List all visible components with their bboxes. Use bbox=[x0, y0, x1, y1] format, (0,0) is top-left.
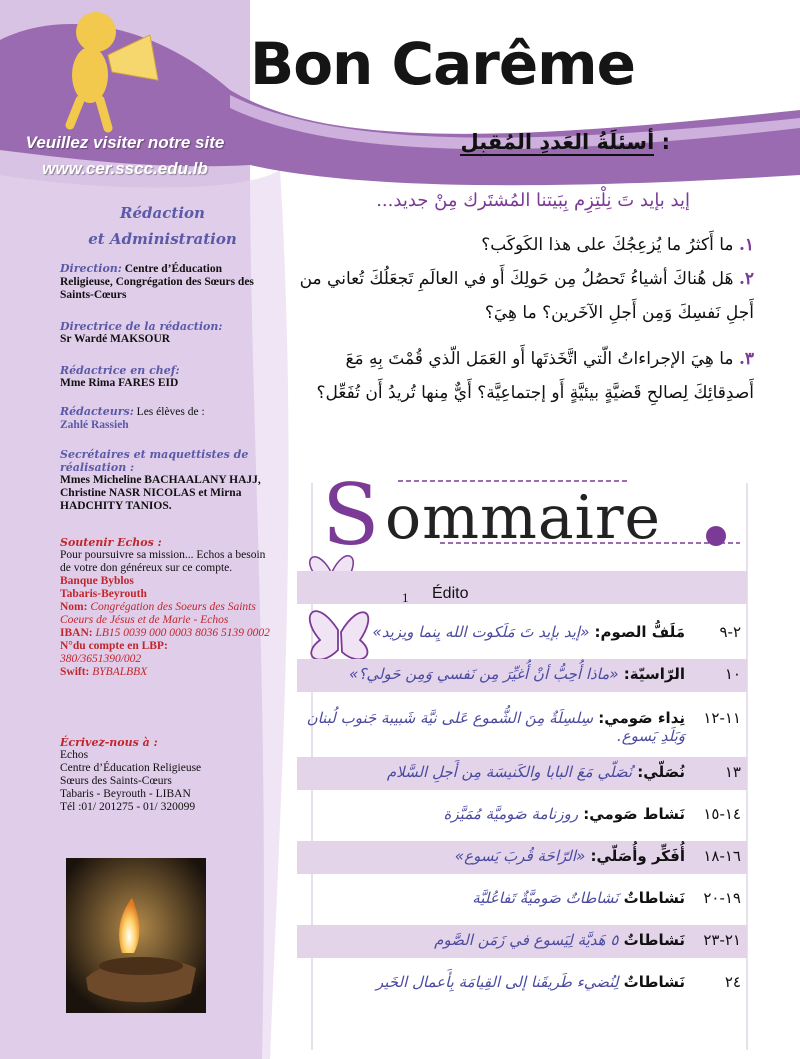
sommaire-section-subtitle: ٥ هَديَّة لِيَسوع في زَمَن الصَّوم bbox=[434, 931, 619, 949]
sommaire-row[interactable] bbox=[297, 967, 747, 1000]
sommaire-page-number: ١٩-٢٠ bbox=[703, 889, 741, 907]
direction-value: Centre d’Éducation Religieuse, Congrégation des Sœurs des Saints-Cœurs bbox=[60, 263, 254, 301]
writers-value: Les élèves de : bbox=[136, 406, 205, 418]
sommaire-section-subtitle: «ماذا أُحِبُّ أنْ أُغيِّرَ مِن نَفسي وَمِن حَولي؟» bbox=[349, 665, 619, 683]
sommaire-section-title: نِداء صَومي: bbox=[593, 709, 685, 727]
secretaries-block bbox=[60, 448, 270, 513]
visit-text: Veuillez visiter notre site bbox=[25, 133, 225, 152]
sommaire-row[interactable] bbox=[297, 757, 747, 790]
address-line: Tél :01/ 201275 - 01/ 320099 bbox=[60, 801, 196, 813]
sommaire-page-number: ٢٤ bbox=[724, 973, 741, 991]
sommaire-page-number: ٢-٩ bbox=[719, 623, 741, 641]
sommaire-section-title: نَشاطاتٌ bbox=[618, 889, 685, 907]
question-text: هَل هُناكَ أشياءُ تَحصُلُ مِن حَولِكَ أَو في العالَمِ تَجعَلُكَ تُعاني من أَجلِ نَفسِكَ وَمِن أَجلِ الآخَرين؟ ما هِيَ؟ bbox=[299, 269, 754, 323]
bank-line2: Tabaris-Beyrouth bbox=[60, 588, 147, 600]
sommaire-dot bbox=[706, 526, 726, 546]
sommaire-section-subtitle: نُصَلّي مَعَ البابا والكَنيسَة مِن أَجلِ السَّلام bbox=[386, 763, 633, 781]
sommaire-row[interactable] bbox=[297, 703, 747, 749]
sommaire-section-title: مَلَفُّ الصوم: bbox=[589, 623, 685, 641]
question-item bbox=[284, 228, 754, 262]
sommaire-edito-row[interactable] bbox=[297, 571, 747, 604]
sommaire-page-number: ١٣ bbox=[724, 763, 741, 781]
contact-block bbox=[60, 736, 270, 814]
sommaire-section-title: الرّاسيّة: bbox=[618, 665, 685, 683]
questions-title-text: أسئلَةُ العَددِ المُقبِل bbox=[460, 130, 655, 154]
title-colon: : bbox=[661, 130, 670, 154]
sommaire-entry-text bbox=[349, 665, 685, 683]
name-label: Nom: bbox=[60, 601, 88, 613]
address-line: Sœurs des Saints-Cœurs bbox=[60, 775, 172, 787]
bank-line1: Banque Byblos bbox=[60, 575, 134, 587]
sommaire-row[interactable] bbox=[297, 799, 747, 832]
website-url[interactable]: www.cer.sscc.edu.lb bbox=[42, 159, 208, 178]
sommaire-section-subtitle: لِنُضيء طَريقَنا إلى القِيامَة بِأَعمال الخَير bbox=[376, 973, 619, 991]
support-block bbox=[60, 536, 270, 679]
sommaire-section-subtitle: نَشاطاتٌ صَوميَّةٌ تَفاعُليَّة bbox=[472, 889, 619, 907]
questions-intro: إيد بإيد تَ نِلْتِزِم بِبَيتنا المُشتَرك مِنْ جديد... bbox=[376, 190, 690, 211]
question-text: ما هِيَ الإجراءاتُ الّتي اتَّخَذتَها أَو العَمَل الّذي قُمْتَ بِهِ مَعَ أَصدِقائِكَ لِصالحِ قَضيَّةٍ بيئيَّةٍ أَو إجتماعِيَّة؟ أَيٌّ مِنها تُريدُ أَن تُفَعِّل؟ bbox=[316, 349, 754, 403]
sommaire-page-number: ١٠ bbox=[724, 665, 741, 683]
secretaries-label: Secrétaires et maquettistes de réalisation : bbox=[60, 448, 249, 474]
iban-value: LB15 0039 000 0003 8036 5139 0002 bbox=[95, 627, 270, 639]
edito-page-number: 1 bbox=[402, 590, 409, 605]
sidebar-heading-line2: et Administration bbox=[88, 230, 237, 248]
sommaire-section-subtitle: روزنامة صَوميَّة مُمَيَّزة bbox=[443, 805, 579, 823]
swift-label: Swift: bbox=[60, 666, 90, 678]
sommaire-row[interactable] bbox=[297, 883, 747, 916]
sommaire-entry-text bbox=[444, 805, 685, 823]
next-issue-questions-title bbox=[250, 130, 670, 154]
sommaire-page-number: ١٤-١٥ bbox=[703, 805, 741, 823]
sommaire-row[interactable] bbox=[297, 925, 747, 958]
sidebar-heading-line1: Rédaction bbox=[120, 204, 205, 222]
writers-school: Zahlé Rassieh bbox=[60, 419, 129, 431]
director-label: Directrice de la rédaction: bbox=[60, 320, 223, 333]
lbp-label: N°du compte en LBP: bbox=[60, 640, 168, 652]
secretaries-value: Mmes Micheline BACHAALANY HAJJ, Christine NASR NICOLAS et Mirna HADCHITY TANIOS. bbox=[60, 474, 261, 512]
director-value: Sr Wardé MAKSOUR bbox=[60, 333, 171, 345]
edito-label[interactable]: Édito bbox=[432, 585, 469, 602]
address-line: Echos bbox=[60, 749, 89, 761]
question-number: ١. bbox=[738, 235, 754, 255]
write-label: Écrivez-nous à : bbox=[60, 736, 158, 749]
sommaire-entry-text bbox=[434, 931, 685, 949]
editor-value: Mme Rima FARES EID bbox=[60, 377, 179, 389]
name-value: Congrégation des Soeurs des Saints Coeurs de Jésus et de Marie - Echos bbox=[60, 601, 256, 626]
sommaire-row[interactable] bbox=[297, 841, 747, 874]
sommaire-row[interactable] bbox=[297, 617, 747, 650]
sommaire-entry-text bbox=[387, 763, 685, 781]
sidebar-heading bbox=[60, 200, 265, 252]
question-item bbox=[284, 262, 754, 330]
sommaire-title: ommaire bbox=[385, 483, 662, 553]
sommaire-page-number: ١١-١٢ bbox=[703, 709, 741, 727]
director-block bbox=[60, 320, 270, 346]
question-text: ما أَكثرُ ما يُزعِجُكَ على هذا الكَوكَب؟ bbox=[481, 235, 734, 255]
sommaire-section-subtitle: «إيد بإيد تَ مَلَكوت الله يِنما ويزيد» bbox=[372, 623, 590, 641]
address-line: Tabaris - Beyrouth - LIBAN bbox=[60, 788, 191, 800]
question-number: ٢. bbox=[738, 269, 754, 289]
support-label: Soutenir Echos : bbox=[60, 536, 162, 549]
iban-label: IBAN: bbox=[60, 627, 93, 639]
sommaire-section-title: نَشاطاتٌ bbox=[618, 973, 685, 991]
editor-label: Rédactrice en chef: bbox=[60, 364, 180, 377]
direction-block bbox=[60, 262, 270, 302]
sommaire-entry-text bbox=[472, 889, 685, 907]
sommaire-section-subtitle: «الرّاحَة قُربَ يَسوع» bbox=[454, 847, 586, 865]
sommaire-entry-text bbox=[372, 623, 685, 641]
sommaire-initial: S bbox=[322, 466, 380, 564]
writers-block bbox=[60, 405, 270, 432]
sommaire-entry-text bbox=[455, 847, 685, 865]
address-line: Centre d’Éducation Religieuse bbox=[60, 762, 202, 774]
sommaire-section-subtitle: سِلسِلَةٌ مِنَ الشُّموع عَلى نيَّة شَبيبة جَنوب لُبنان وَبَلَدِ يَسوع. bbox=[306, 709, 685, 745]
sommaire-entry-text bbox=[376, 973, 685, 991]
magazine-title: Bon Carême bbox=[250, 30, 635, 98]
sommaire-row[interactable] bbox=[297, 659, 747, 692]
sommaire-entry-text bbox=[305, 709, 685, 745]
direction-label: Direction: bbox=[60, 262, 122, 275]
sommaire-section-title: نَشاط صَومي: bbox=[578, 805, 685, 823]
writers-label: Rédacteurs: bbox=[60, 405, 134, 418]
question-number: ٣. bbox=[738, 349, 754, 369]
sommaire-section-title: نَشاطاتٌ bbox=[618, 931, 685, 949]
sommaire-section-title: أُفَكِّر وأُصَلّي: bbox=[585, 847, 685, 865]
editor-block bbox=[60, 364, 270, 390]
website-notice bbox=[0, 130, 250, 182]
swift-value: BYBALBBX bbox=[92, 666, 148, 678]
sommaire-section-title: نُصَلّي: bbox=[632, 763, 685, 781]
oil-lamp-photo bbox=[66, 858, 206, 1013]
sommaire-page-number: ٢١-٢٣ bbox=[703, 931, 741, 949]
question-item bbox=[284, 342, 754, 410]
sommaire-page-number: ١٦-١٨ bbox=[703, 847, 741, 865]
lbp-value: 380/3651390/002 bbox=[60, 653, 142, 665]
support-text: Pour poursuivre sa mission... Echos a besoin de votre don généreux sur ce compte. bbox=[60, 549, 266, 574]
